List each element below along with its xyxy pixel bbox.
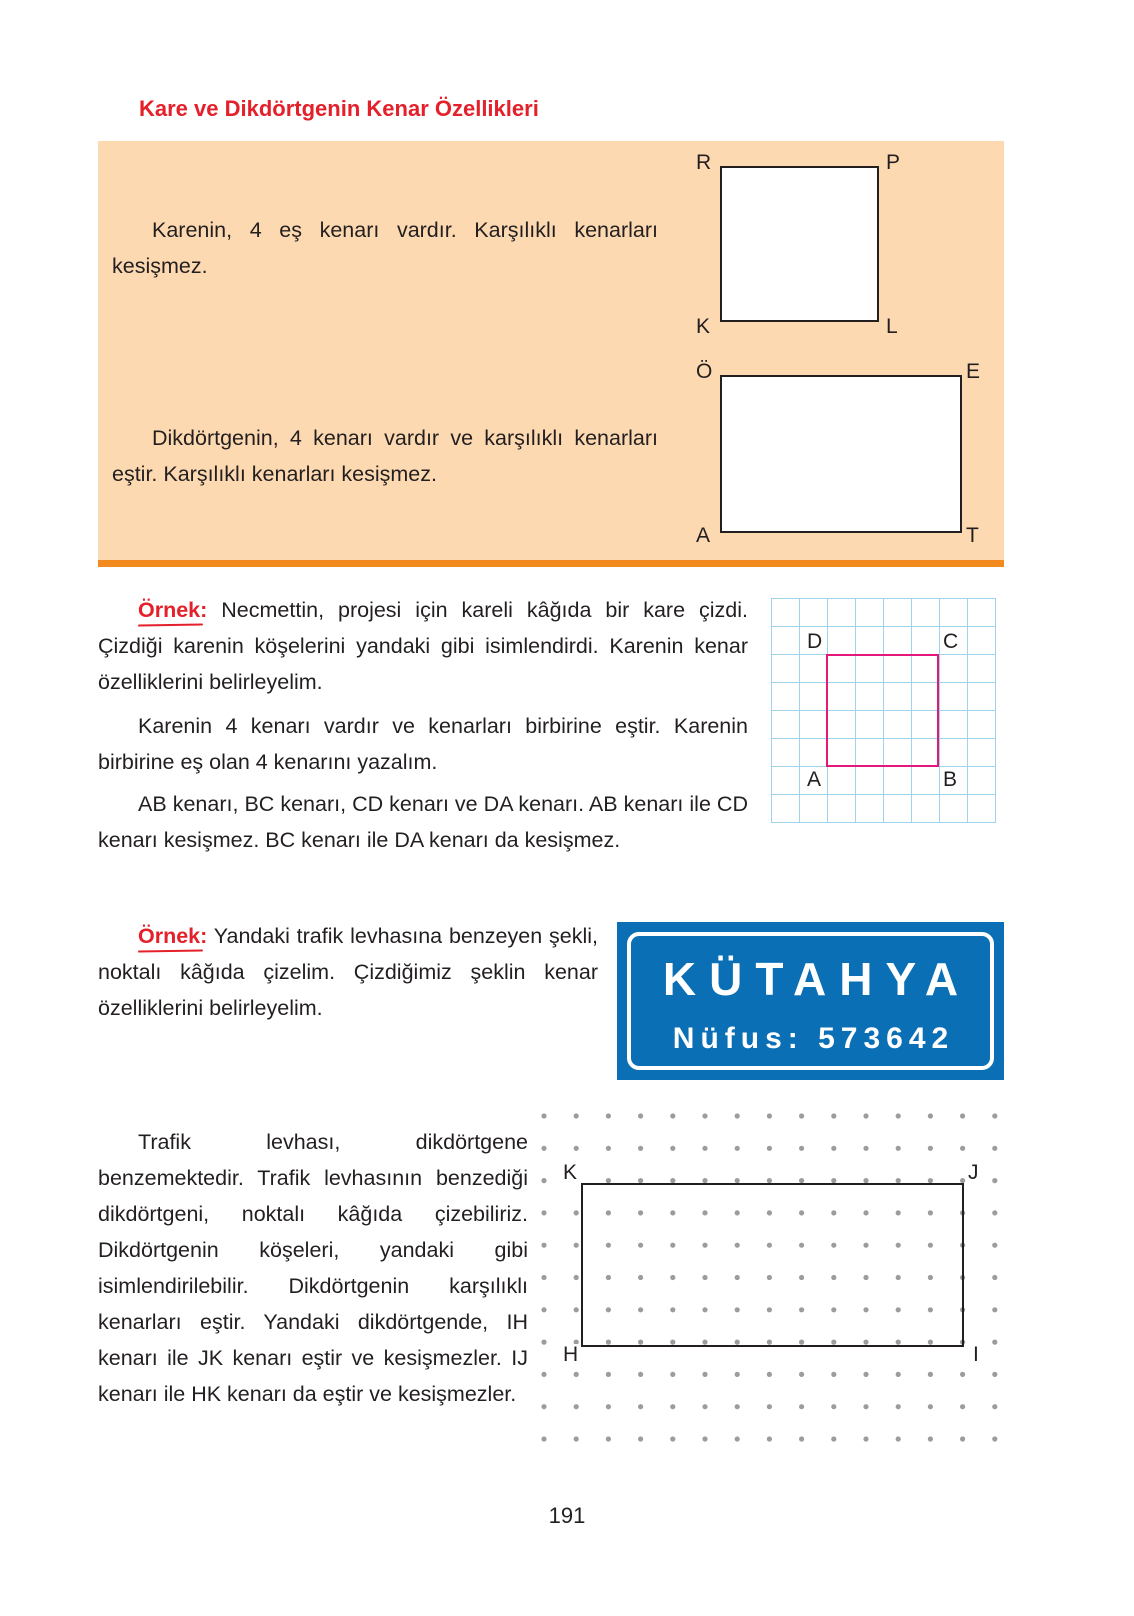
grid-dot bbox=[928, 1404, 933, 1409]
grid-dot bbox=[896, 1372, 901, 1377]
grid-dot bbox=[670, 1436, 675, 1441]
grid-label-d: D bbox=[807, 630, 823, 653]
grid-dot bbox=[541, 1372, 546, 1377]
grid-dot bbox=[928, 1113, 933, 1118]
rectangle-label-a: A bbox=[696, 524, 711, 547]
grid-dot bbox=[992, 1436, 997, 1441]
section-title: Kare ve Dikdörtgenin Kenar Özellikleri bbox=[139, 96, 539, 121]
grid-dot bbox=[863, 1113, 868, 1118]
grid-dot bbox=[960, 1146, 965, 1151]
rectangle-label-e: E bbox=[966, 360, 981, 383]
grid-dot bbox=[799, 1146, 804, 1151]
traffic-sign-city: KÜTAHYA bbox=[662, 953, 972, 1005]
grid-dot bbox=[574, 1275, 579, 1280]
grid-dot bbox=[541, 1404, 546, 1409]
grid-dot bbox=[638, 1404, 643, 1409]
grid-dot bbox=[896, 1146, 901, 1151]
grid-dot bbox=[638, 1146, 643, 1151]
grid-dot bbox=[541, 1113, 546, 1118]
grid-dot bbox=[735, 1113, 740, 1118]
grid-dot bbox=[638, 1372, 643, 1377]
grid-dot bbox=[541, 1210, 546, 1215]
grid-dot bbox=[767, 1146, 772, 1151]
grid-dot bbox=[541, 1436, 546, 1441]
example1-heading: Örnek: bbox=[138, 598, 208, 622]
grid-dot bbox=[992, 1372, 997, 1377]
grid-dot bbox=[896, 1113, 901, 1118]
grid-dot bbox=[767, 1404, 772, 1409]
grid-dot bbox=[831, 1436, 836, 1441]
grid-dot bbox=[606, 1404, 611, 1409]
grid-dot bbox=[638, 1113, 643, 1118]
grid-dot bbox=[896, 1436, 901, 1441]
grid-dot bbox=[574, 1113, 579, 1118]
grid-label-b: B bbox=[943, 768, 958, 791]
square-rpkl bbox=[720, 166, 879, 322]
grid-square-abcd bbox=[826, 654, 939, 767]
grid-dot bbox=[896, 1404, 901, 1409]
square-label-p: P bbox=[886, 151, 901, 174]
grid-dot bbox=[992, 1340, 997, 1345]
dot-rectangle-kjih bbox=[581, 1183, 964, 1347]
grid-dot bbox=[831, 1146, 836, 1151]
grid-dot bbox=[863, 1404, 868, 1409]
grid-dot bbox=[992, 1113, 997, 1118]
square-definition: Karenin, 4 eş kenarı vardır. Karşılıklı kenarları kesişmez. bbox=[112, 218, 658, 278]
grid-dot bbox=[574, 1404, 579, 1409]
grid-dot bbox=[574, 1372, 579, 1377]
grid-dot bbox=[541, 1307, 546, 1312]
grid-dot bbox=[574, 1243, 579, 1248]
dot-label-j: J bbox=[968, 1161, 979, 1184]
square-label-k: K bbox=[696, 315, 711, 338]
grid-dot bbox=[960, 1372, 965, 1377]
grid-dot bbox=[702, 1436, 707, 1441]
grid-dot bbox=[992, 1404, 997, 1409]
grid-dot bbox=[670, 1146, 675, 1151]
grid-dot bbox=[992, 1178, 997, 1183]
grid-dot bbox=[541, 1340, 546, 1345]
grid-dot bbox=[799, 1404, 804, 1409]
grid-dot bbox=[702, 1372, 707, 1377]
rectangle-oeat bbox=[720, 375, 962, 533]
grid-dot bbox=[831, 1372, 836, 1377]
grid-dot bbox=[735, 1146, 740, 1151]
rectangle-label-o: Ö bbox=[696, 360, 713, 383]
dot-label-k: K bbox=[563, 1161, 578, 1184]
grid-dot bbox=[541, 1146, 546, 1151]
rectangle-definition: Dikdörtgenin, 4 kenarı vardır ve karşılıklı kenarları eştir. Karşılıklı kenarları kesişmez. bbox=[112, 426, 658, 486]
grid-dot bbox=[670, 1372, 675, 1377]
grid-dot bbox=[702, 1113, 707, 1118]
grid-dot bbox=[960, 1436, 965, 1441]
dot-label-i: I bbox=[973, 1343, 979, 1366]
grid-dot bbox=[541, 1243, 546, 1248]
grid-dot bbox=[831, 1404, 836, 1409]
example1-paragraph-1 bbox=[98, 592, 748, 700]
grid-dot bbox=[799, 1113, 804, 1118]
traffic-sign bbox=[617, 922, 1004, 1080]
grid-dot bbox=[735, 1404, 740, 1409]
grid-dot bbox=[992, 1243, 997, 1248]
grid-dot bbox=[863, 1372, 868, 1377]
dot-label-h: H bbox=[563, 1343, 579, 1366]
grid-dot bbox=[735, 1436, 740, 1441]
grid-dot bbox=[606, 1146, 611, 1151]
grid-dot bbox=[574, 1210, 579, 1215]
grid-dot bbox=[670, 1404, 675, 1409]
example1-text-1: Necmettin, projesi için kareli kâğıda bir kare çizdi. Çizdiği karenin köşelerini yandaki gibi isimlendirdi. Karenin kenar özelliklerini belirleyelim. bbox=[98, 598, 748, 694]
example1-paragraph-3: AB kenarı, BC kenarı, CD kenarı ve DA kenarı. AB kenarı ile CD kenarı kesişmez. BC kenarı ile DA kenarı da kesişmez. bbox=[98, 792, 748, 852]
example2-explanation: Trafik levhası, dikdörtgene benzemektedir. Trafik levhasının benzediği dikdörtgeni, noktalı kâğıda çizebiliriz. Dikdörtgenin köşeleri, yandaki gibi isimlendirilebilir. Dikdörtgenin karşılıklı kenarları eştir. Yandaki dikdörtgende, IH kenarı ile JK kenarı eştir ve kesişmezler. IJ kenarı ile HK kenarı da eştir ve kesişmezler. bbox=[98, 1130, 528, 1406]
grid-dot bbox=[638, 1436, 643, 1441]
grid-dot bbox=[799, 1436, 804, 1441]
grid-dot bbox=[574, 1146, 579, 1151]
grid-dot bbox=[606, 1113, 611, 1118]
grid-label-c: C bbox=[943, 630, 959, 653]
rectangle-label-t: T bbox=[966, 524, 979, 547]
grid-dot bbox=[799, 1372, 804, 1377]
grid-dot bbox=[992, 1275, 997, 1280]
example2-text: Yandaki trafik levhasına benzeyen şekli, noktalı kâğıda çizelim. Çizdiğimiz şeklin kenar özelliklerini belirleyelim. bbox=[98, 924, 598, 1020]
grid-dot bbox=[863, 1146, 868, 1151]
grid-dot bbox=[767, 1372, 772, 1377]
grid-dot bbox=[992, 1210, 997, 1215]
grid-dot bbox=[863, 1436, 868, 1441]
square-label-l: L bbox=[886, 315, 898, 338]
grid-dot bbox=[606, 1436, 611, 1441]
grid-dot bbox=[541, 1275, 546, 1280]
grid-dot bbox=[574, 1307, 579, 1312]
grid-dot bbox=[831, 1113, 836, 1118]
grid-dot bbox=[928, 1372, 933, 1377]
grid-dot bbox=[928, 1436, 933, 1441]
grid-dot bbox=[928, 1146, 933, 1151]
grid-dot bbox=[541, 1178, 546, 1183]
grid-dot bbox=[670, 1113, 675, 1118]
grid-dot bbox=[960, 1404, 965, 1409]
example2-paragraph bbox=[98, 918, 598, 1026]
grid-dot bbox=[992, 1307, 997, 1312]
grid-dot bbox=[960, 1113, 965, 1118]
grid-dot bbox=[767, 1436, 772, 1441]
example2-heading: Örnek: bbox=[138, 924, 208, 948]
grid-dot bbox=[767, 1113, 772, 1118]
square-label-r: R bbox=[696, 151, 712, 174]
example1-paragraph-2: Karenin 4 kenarı vardır ve kenarları birbirine eştir. Karenin birbirine eş olan 4 kenarını yazalım. bbox=[98, 714, 748, 774]
grid-dot bbox=[574, 1436, 579, 1441]
grid-dot bbox=[702, 1146, 707, 1151]
grid-dot bbox=[606, 1372, 611, 1377]
page-number: 191 bbox=[548, 1503, 586, 1528]
grid-dot bbox=[992, 1146, 997, 1151]
info-box-divider bbox=[98, 560, 1004, 567]
grid-label-a: A bbox=[807, 768, 822, 791]
grid-dot bbox=[735, 1372, 740, 1377]
traffic-sign-population: Nüfus: 573642 bbox=[672, 1022, 955, 1055]
grid-dot bbox=[702, 1404, 707, 1409]
